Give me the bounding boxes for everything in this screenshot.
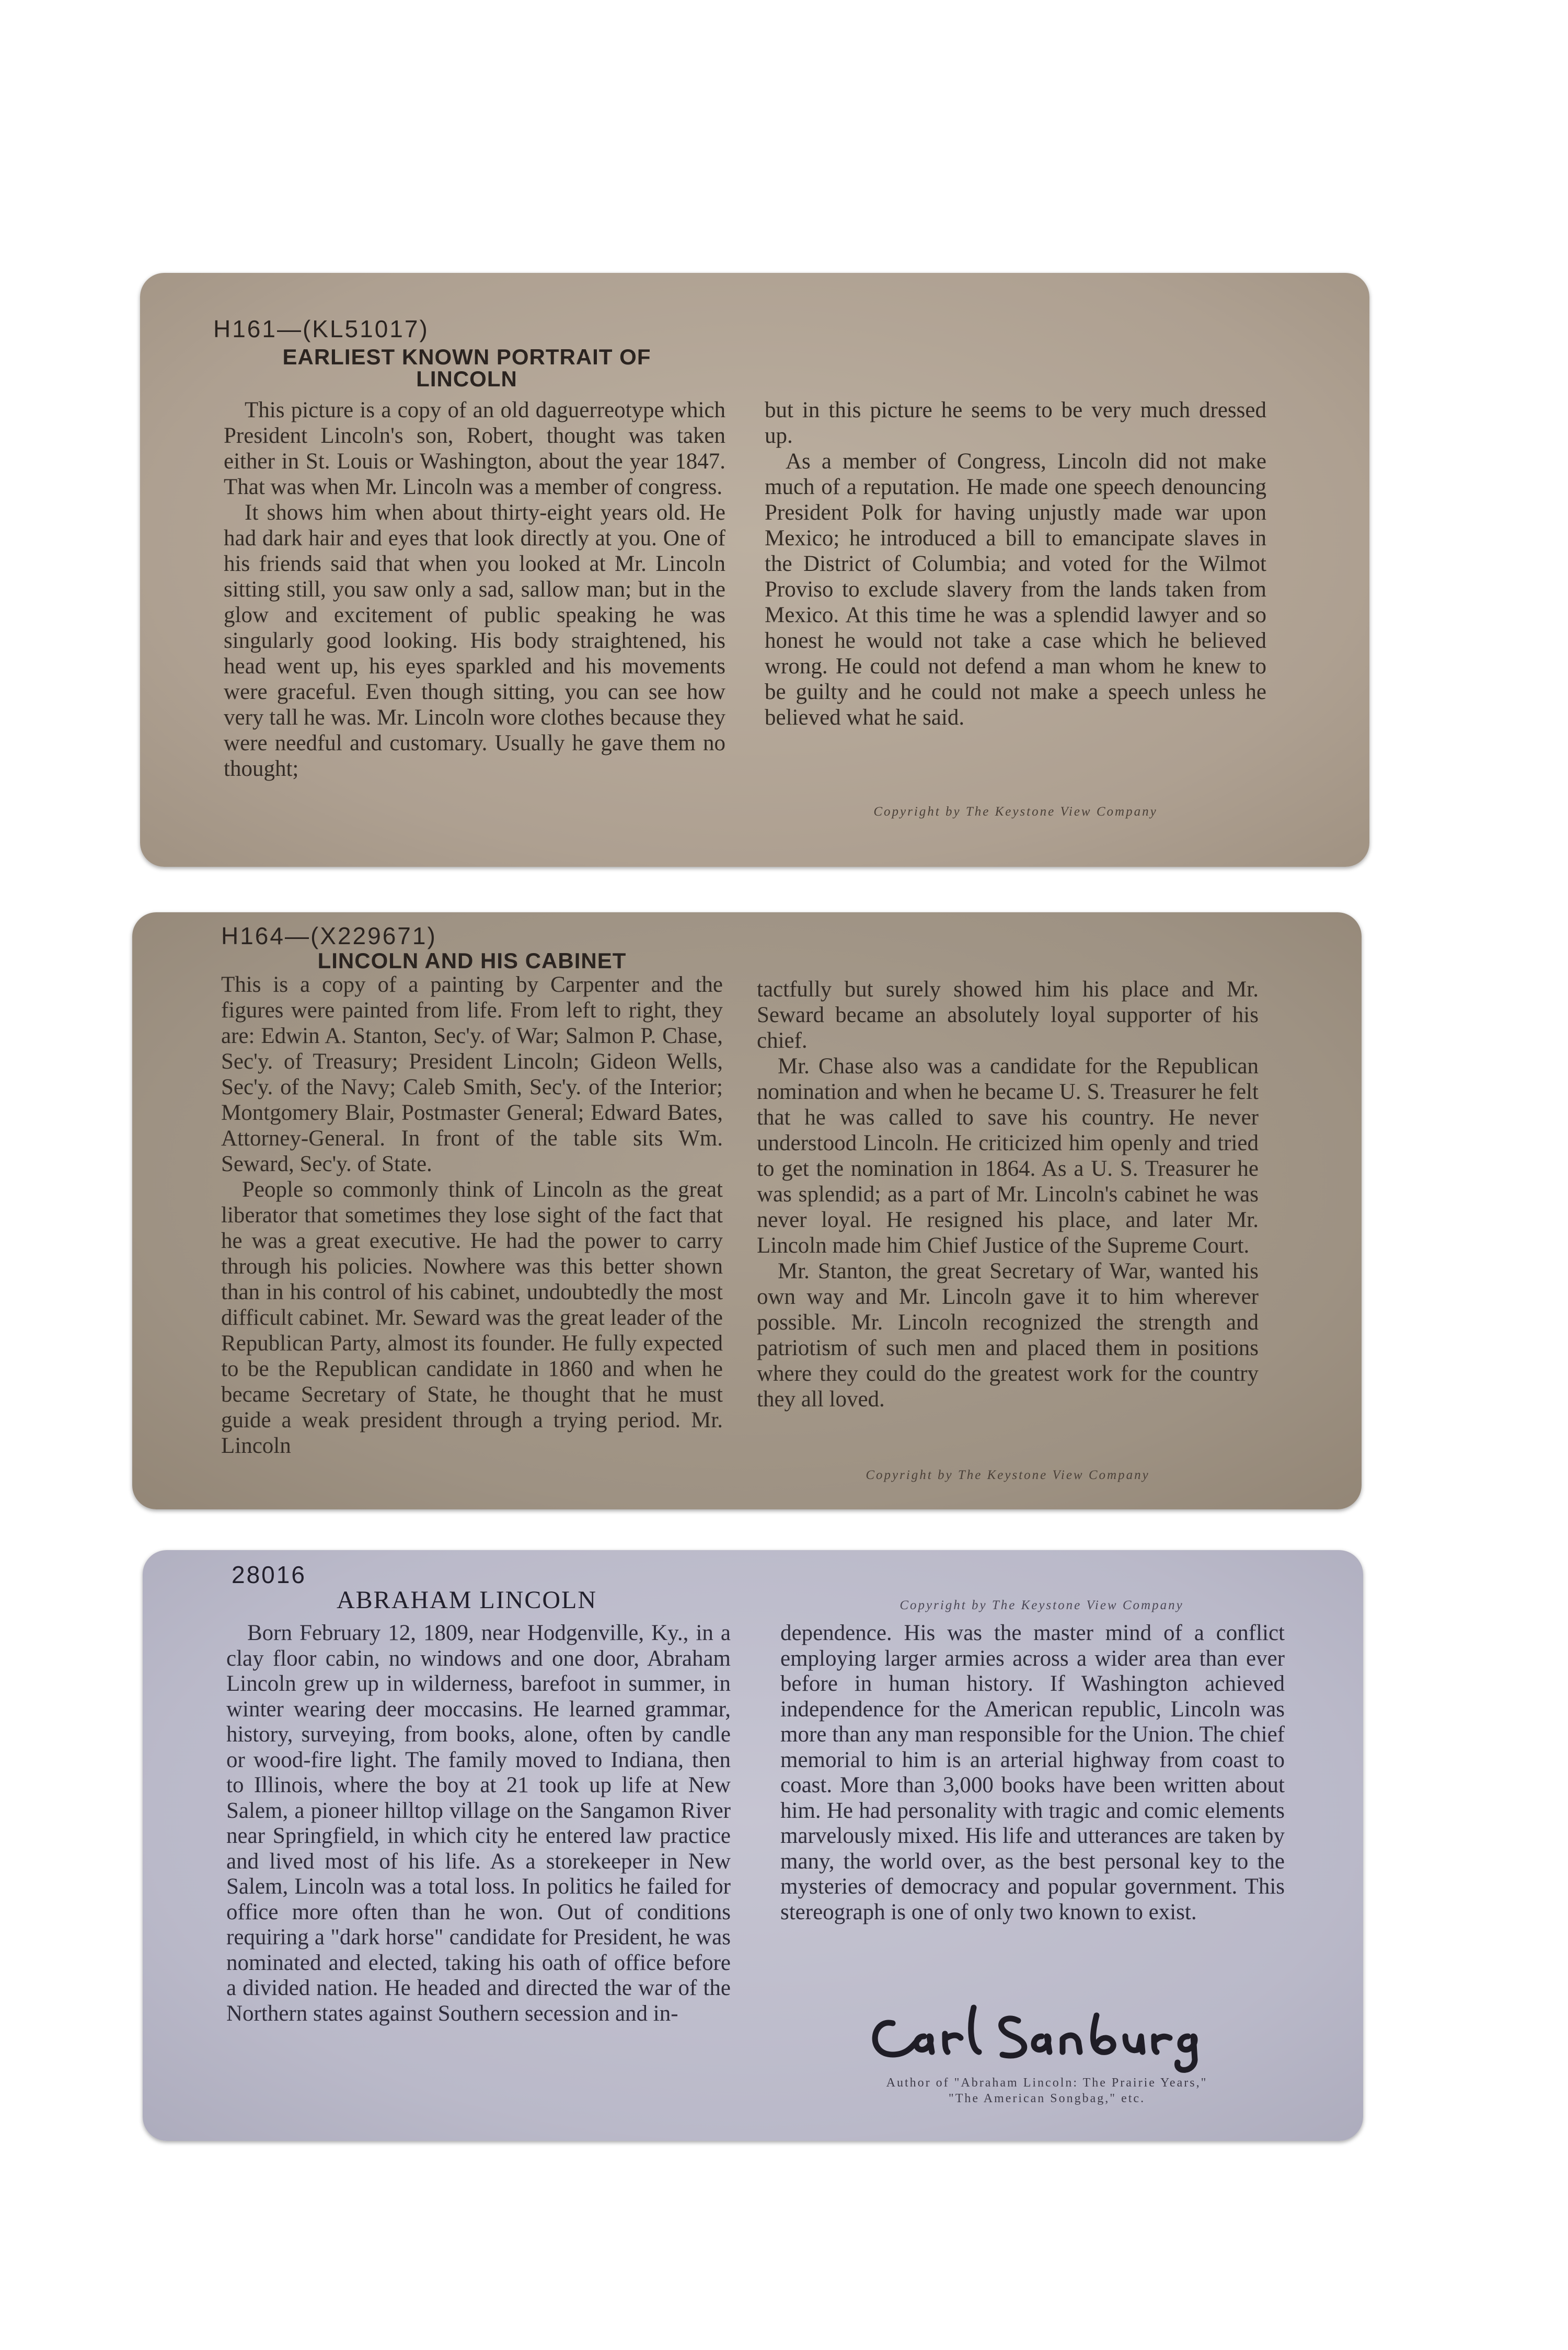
card-title [218, 346, 715, 390]
stereocard-lincoln-cabinet [132, 912, 1362, 1509]
author-line: Author of "Abraham Lincoln: The Prairie Years," [886, 2076, 1208, 2090]
card-number: 28016 [232, 1561, 306, 1588]
paragraph: It shows him when about thirty-eight years old. He had dark hair and eyes that look directly at you. One of his friends said that when you looked at Mr. Lincoln sitting still, you saw only a sad, sallow man; but in the glow and excitement of public speaking he was singularly good looking. His body straightened, his head went up, his eyes sparkled and his movements were graceful. Even though sitting, you can see how very tall he was. Mr. Lincoln wore clothes because they were needful and customary. Usually he gave them no thought; [224, 500, 725, 781]
card-title-line2: LINCOLN [416, 366, 517, 391]
author-line: "The American Songbag," etc. [948, 2092, 1146, 2105]
card-title: LINCOLN AND HIS CABINET [317, 948, 627, 973]
paragraph: Mr. Stanton, the great Secretary of War, wanted his own way and Mr. Lincoln gave it to him wherever possible. Mr. Lincoln recognized the strength and patriotism of such men and placed them in positions where they could do the greatest work for the country they all loved. [757, 1259, 1259, 1412]
paragraph: People so commonly think of Lincoln as the great liberator that sometimes they lose sight of the fact that he was a great executive. He had the power to carry through his policies. Nowhere was this better shown than in his control of his cabinet, undoubtedly the most difficult cabinet. Mr. Seward was the great leader of the Republican Party, almost its founder. He fully expected to be the Republican candidate in 1860 and when he became Secretary of State, he thought that he must guide a weak president through a trying period. Mr. Lincoln [221, 1177, 723, 1458]
stereocard-abraham-lincoln [143, 1550, 1363, 2141]
paragraph: This picture is a copy of an old daguerreotype which President Lincoln's son, Robert, thought was taken either in St. Louis or Washington, about the year 1847. That was when Mr. Lincoln was a member of congress. [224, 398, 725, 499]
right-column [780, 1621, 1285, 1925]
card-number: H164—(X229671) [221, 922, 437, 949]
right-column [765, 397, 1266, 730]
card-number: H161—(KL51017) [213, 315, 429, 342]
paragraph: This is a copy of a painting by Carpenter and the figures were painted from life. From left to right, they are: Edwin A. Stanton, Sec'y. of War; Salmon P. Chase, Sec'y. of Treasury; President Lincoln; Gideon Wells, Sec'y. of the Navy; Caleb Smith, Sec'y. of the Interior; Montgomery Blair, Postmaster General; Edward Bates, Attorney-General. In front of the table sits Wm. Seward, Sec'y. of State. [221, 972, 723, 1176]
paragraph: As a member of Congress, Lincoln did not make much of a reputation. He made one speech denouncing President Polk for having unjustly made war upon Mexico; he introduced a bill to emancipate slaves in the District of Columbia; and voted for the Wilmot Proviso to exclude slavery from the lands taken from Mexico. At this time he was a splendid lawyer and so honest he would not take a case which he believed wrong. He could not defend a man whom he knew to be guilty and he could not make a speech unless he believed what he said. [765, 449, 1266, 730]
paragraph: dependence. His was the master mind of a conflict employing larger armies across a wider area than ever before in human history. If Washington achieved independence for the American republic, Lincoln was more than any man responsible for the Union. The chief memorial to him is an arterial highway from coast to coast. More than 3,000 books have been written about him. He had personality with tragic and comic elements marvelously mixed. His life and utterances are taken by many, the world over, as the best personal key to the mysteries of democracy and popular government. This stereograph is one of only two known to exist. [780, 1621, 1285, 1924]
author-credit [780, 2075, 1313, 2106]
copyright-notice: Copyright by The Keystone View Company [900, 1598, 1184, 1612]
left-column [224, 397, 725, 782]
signature [861, 1987, 1238, 2076]
paragraph: but in this picture he seems to be very much dressed up. [765, 398, 1266, 448]
left-column [226, 1621, 731, 2026]
copyright-notice: Copyright by The Keystone View Company [873, 805, 1158, 819]
right-column [757, 977, 1259, 1412]
card-title-line1: EARLIEST KNOWN PORTRAIT OF [282, 345, 651, 369]
card-title: ABRAHAM LINCOLN [337, 1586, 597, 1614]
paragraph: Mr. Chase also was a candidate for the Republican nomination and when he became U. S. Treasurer he felt that he was called to save his country. He never understood Lincoln. He criticized him openly and tried to get the nomination in 1864. As a U. S. Treasurer he was splendid; as a part of Mr. Lincoln's cabinet he was never loyal. He resigned his place, and later Mr. Lincoln made him Chief Justice of the Supreme Court. [757, 1054, 1259, 1258]
paragraph: Born February 12, 1809, near Hodgenville, Ky., in a clay floor cabin, no windows and one door, Abraham Lincoln grew up in wilderness, barefoot in summer, in winter wearing deer moccasins. He learned grammar, history, surveying, from books, alone, often by candle or wood-fire light. The family moved to Indiana, then to Illinois, where the boy at 21 took up life at New Salem, a pioneer hilltop village on the Sangamon River near Springfield, in which city he entered law practice and lived most of his life. As a storekeeper in New Salem, Lincoln was a total loss. In politics he failed for office more often than he won. Out of conditions requiring a "dark horse" candidate for President, he was nominated and elected, taking his oath of office before a divided nation. He headed and directed the war of the Northern states against Southern secession and in- [226, 1621, 731, 2026]
left-column [221, 972, 723, 1459]
copyright-notice: Copyright by The Keystone View Company [866, 1468, 1150, 1482]
paragraph: tactfully but surely showed him his place and Mr. Seward became an absolutely loyal supporter of his chief. [757, 977, 1259, 1053]
stereocard-earliest-portrait [140, 273, 1369, 867]
